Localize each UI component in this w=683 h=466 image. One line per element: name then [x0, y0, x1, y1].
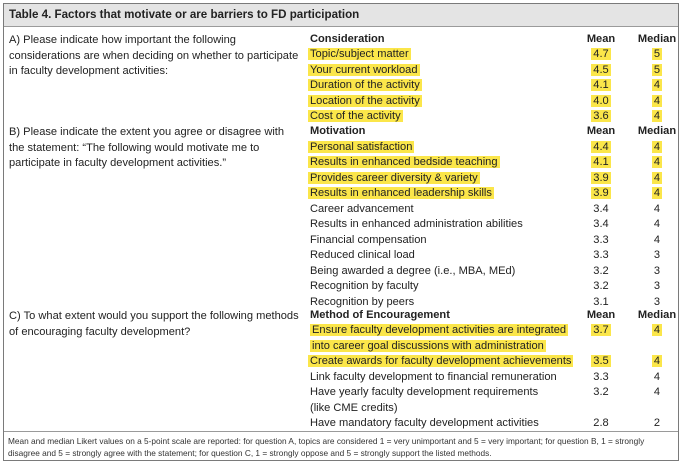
row-mean: 3.3	[593, 370, 609, 383]
row-median: 4	[653, 94, 661, 107]
row-mean: 3.5	[593, 355, 609, 367]
row-mean: 4.1	[593, 79, 609, 91]
row-median: 4	[653, 110, 661, 122]
header-consideration: Consideration	[310, 33, 385, 45]
row-mean: 3.2	[593, 264, 609, 277]
row-label: Results in enhanced bedside teaching	[310, 156, 498, 168]
row-median: 4	[653, 140, 661, 153]
question-c: C) To what extent would you support the following methods of encouraging faculty development?	[9, 310, 299, 338]
row-mean: 4.5	[593, 63, 609, 76]
row-label: Results in enhanced administration abilities	[310, 218, 523, 230]
header-method: Method of Encouragement	[310, 309, 450, 321]
row-median: 4	[653, 218, 661, 230]
header-mean-b: Mean	[586, 125, 616, 137]
row-mean: 4.4	[593, 140, 609, 153]
row-label: Ensure faculty development activities are integrated into career goal discussions with administration	[312, 324, 567, 352]
row-label: Your current workload	[310, 63, 418, 76]
row-mean: 3.4	[593, 218, 609, 230]
table-4	[3, 3, 679, 461]
header-motivation: Motivation	[310, 125, 366, 137]
table-title: Table 4. Factors that motivate or are barriers to FD participation	[4, 4, 678, 27]
header-mean-a: Mean	[586, 33, 616, 45]
row-median: 4	[653, 386, 661, 398]
row-label: Recognition by peers	[310, 295, 415, 308]
row-mean: 3.9	[593, 187, 609, 199]
row-median: 4	[653, 355, 661, 367]
row-median: 3	[653, 249, 661, 261]
header-median-c: Median	[637, 309, 677, 321]
row-median: 4	[653, 79, 661, 91]
row-median: 4	[653, 324, 661, 336]
row-mean: 3.6	[593, 110, 609, 122]
row-median: 5	[653, 48, 661, 60]
header-median-a: Median	[637, 33, 677, 45]
row-label: Cost of the activity	[310, 110, 401, 122]
row-median: 3	[653, 280, 661, 292]
header-median-b: Median	[637, 125, 677, 137]
row-median: 4	[653, 370, 661, 383]
row-mean: 3.7	[593, 324, 609, 336]
row-mean: 3.3	[593, 233, 609, 246]
row-mean: 4.0	[593, 94, 609, 107]
header-mean-c: Mean	[586, 309, 616, 321]
row-median: 2	[653, 417, 661, 429]
row-label: Being awarded a degree (i.e., MBA, MEd)	[310, 264, 516, 277]
row-mean: 4.7	[593, 48, 609, 60]
row-label: Provides career diversity & variety	[310, 171, 478, 184]
row-label: Link faculty development to financial remuneration	[310, 370, 557, 383]
table-footnote: Mean and median Likert values on a 5-point scale are reported: for question A, topics are considered 1 = very unimportant and 5 = very important; for question B, 1 = strongly disagree and 5 = strongly agree with the statement; for question C, 1 = strongly oppose and 5 = strongly support the listed methods.	[8, 436, 645, 458]
row-label: Reduced clinical load	[310, 249, 415, 261]
row-label: Career advancement	[310, 202, 414, 215]
row-label: Financial compensation	[310, 233, 427, 246]
row-label: Personal satisfaction	[310, 140, 413, 153]
question-b: B) Please indicate the extent you agree or disagree with the statement: “The following would motivate me to participate in faculty development activities.”	[9, 126, 285, 169]
row-mean: 3.1	[593, 295, 609, 308]
row-median: 4	[653, 202, 661, 215]
row-mean: 3.4	[593, 202, 609, 215]
row-mean: 3.9	[593, 171, 609, 184]
row-label: Results in enhanced leadership skills	[310, 187, 492, 199]
row-median: 4	[653, 187, 661, 199]
row-mean: 3.2	[593, 386, 609, 398]
row-median: 5	[653, 63, 661, 76]
row-mean: 3.2	[593, 280, 609, 292]
row-label: Have yearly faculty development requirements (like CME credits)	[310, 386, 539, 414]
row-label: Duration of the activity	[310, 79, 420, 91]
row-label: Create awards for faculty development achievements	[310, 355, 572, 367]
row-mean: 2.8	[593, 417, 609, 429]
question-a: A) Please indicate how important the following considerations are when deciding on whether to participate in faculty development activities:	[9, 34, 299, 77]
row-median: 3	[653, 264, 661, 277]
row-label: Recognition by faculty	[310, 280, 419, 292]
footnote-divider	[4, 431, 678, 432]
row-label: Topic/subject matter	[310, 48, 409, 60]
row-mean: 4.1	[593, 156, 609, 168]
row-median: 4	[653, 233, 661, 246]
row-label: Have mandatory faculty development activities	[310, 417, 539, 429]
row-median: 4	[653, 171, 661, 184]
row-mean: 3.3	[593, 249, 609, 261]
row-median: 3	[653, 295, 661, 308]
row-median: 4	[653, 156, 661, 168]
row-label: Location of the activity	[310, 94, 420, 107]
